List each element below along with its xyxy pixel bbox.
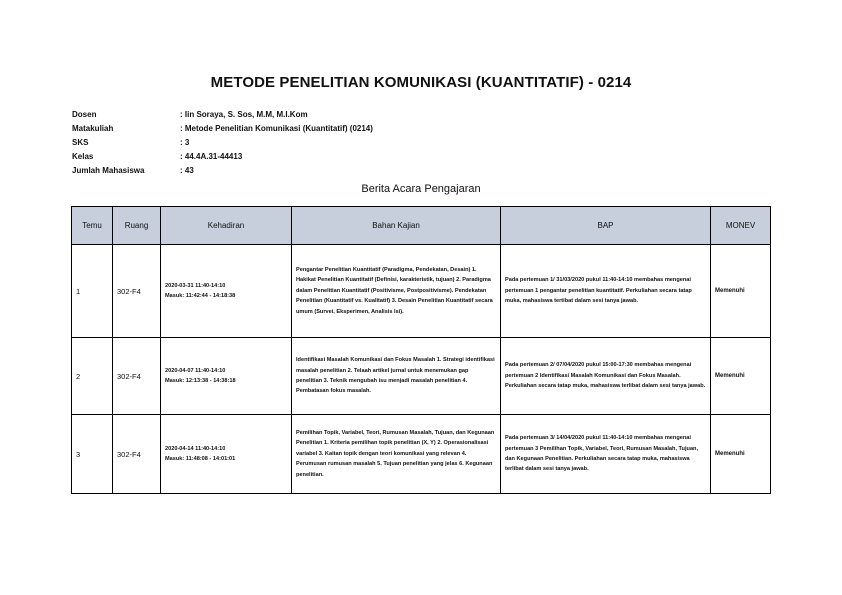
cell-bap: Pada pertemuan 3/ 14/04/2020 pukul 11:40-14:10 membahas mengenai pertemuan 3 Pemilihan Topik, Variabel, Teori, Rumusan Masalah, Tujuan, dan Kegunaan Penelitian. Perkuliahan secara tatap muka, mahasiswa terlibat dalam sesi tanya jawab.	[501, 415, 711, 494]
section-subtitle: Berita Acara Pengajaran	[361, 183, 481, 195]
cell-kehadiran	[161, 415, 292, 494]
meta-value: : Metode Penelitian Komunikasi (Kuantitatif) (0214)	[180, 124, 373, 133]
meta-row-sks	[72, 136, 373, 150]
table-row	[72, 415, 771, 494]
meta-key: SKS	[72, 138, 89, 147]
cell-temu: 1	[72, 245, 113, 338]
meta-value: : 44.4A.31-44413	[180, 152, 243, 161]
cell-kehadiran	[161, 245, 292, 338]
course-meta	[72, 108, 373, 178]
meta-row-dosen	[72, 108, 373, 122]
header-kehadiran: Kehadiran	[161, 207, 292, 245]
header-monev: MONEV	[711, 207, 771, 245]
cell-monev: Memenuhi	[711, 338, 771, 415]
document-title: METODE PENELITIAN KOMUNIKASI (KUANTITATIF) - 0214	[210, 74, 632, 91]
cell-bap: Pada pertemuan 1/ 31/03/2020 pukul 11:40-14:10 membahas mengenai pertemuan 1 pengantar penelitian kuantitatif. Perkuliahan secara tatap muka, mahasiswa tertibat dalam sesi tanya jawab.	[501, 245, 711, 338]
kehadiran-masuk: Masuk: 11:42:44 - 14:18:38	[165, 293, 236, 299]
meta-key: Kelas	[72, 152, 94, 161]
kehadiran-masuk: Masuk: 12:13:38 - 14:38:18	[165, 378, 236, 384]
cell-bahan-kajian: Pemilihan Topik, Variabel, Teori, Rumusan Masalah, Tujuan, dan Kegunaan Penelitian 1. Kriteria pemilihan topik penelitian (X, Y) 2. Operasionalisasi variabel 3. Kaitan topik dengan teori komunikasi yang relevan 4. Perumusan rumusan masalah 5. Tujuan penelitian yang jelas 6. Kegunaan penelitian.	[292, 415, 501, 494]
table-header-row	[72, 207, 771, 245]
cell-monev: Memenuhi	[711, 415, 771, 494]
cell-bap: Pada pertemuan 2/ 07/04/2020 pukul 15:00-17:30 membahas mengenai pertemuan 2 Identifikasi Masalah Komunikasi dan Fokus Masalah. Perkuliahan secara tatap muka, mahasiswa terlibat dalam sesi tanya jawab.	[501, 338, 711, 415]
table-row	[72, 245, 771, 338]
header-temu: Temu	[72, 207, 113, 245]
cell-ruang: 302-F4	[113, 338, 161, 415]
cell-temu: 3	[72, 415, 113, 494]
meta-value: : 3	[180, 138, 190, 147]
meta-row-matakuliah	[72, 122, 373, 136]
meta-value: : 43	[180, 166, 194, 175]
meta-key: Jumlah Mahasiswa	[72, 166, 145, 175]
meta-key: Dosen	[72, 110, 97, 119]
kehadiran-schedule: 2020-03-31 11:40-14:10	[165, 283, 226, 289]
meta-key: Matakuliah	[72, 124, 114, 133]
cell-kehadiran	[161, 338, 292, 415]
cell-bahan-kajian: Identifikasi Masalah Komunikasi dan Fokus Masalah 1. Strategi identifikasi masalah penelitian 2. Telaah artikel jurnal untuk menemukan gap penelitian 3. Teknik mengubah isu menjadi masalah penelitian 4. Pembatasan fokus masalah.	[292, 338, 501, 415]
cell-temu: 2	[72, 338, 113, 415]
kehadiran-schedule: 2020-04-14 11:40-14:10	[165, 446, 226, 452]
kehadiran-masuk: Masuk: 11:48:08 - 14:01:01	[165, 456, 236, 462]
cell-ruang: 302-F4	[113, 245, 161, 338]
cell-monev: Memenuhi	[711, 245, 771, 338]
header-bahan-kajian: Bahan Kajian	[292, 207, 501, 245]
table-row	[72, 338, 771, 415]
meta-row-jumlah-mahasiswa	[72, 164, 373, 178]
cell-bahan-kajian: Pengantar Penelitian Kuantitatif (Paradigma, Pendekatan, Desain) 1. Hakikat Penelitian Kuantitatif (Definisi, karakteristik, tujuan) 2. Paradigma dalam Penelitian Kuantitatif (Positivisme, Postpositivisme). Pendekatan Penelitian (Kuantitatif vs. Kualitatif) 3. Desain Penelitian Kuantitatif secara umum (Survei, Eksperimen, Analisis Isi).	[292, 245, 501, 338]
header-ruang: Ruang	[113, 207, 161, 245]
header-bap: BAP	[501, 207, 711, 245]
meta-value: : Iin Soraya, S. Sos, M.M, M.I.Kom	[180, 110, 308, 119]
kehadiran-schedule: 2020-04-07 11:40-14:10	[165, 368, 226, 374]
cell-ruang: 302-F4	[113, 415, 161, 494]
bap-table	[71, 206, 771, 494]
meta-row-kelas	[72, 150, 373, 164]
